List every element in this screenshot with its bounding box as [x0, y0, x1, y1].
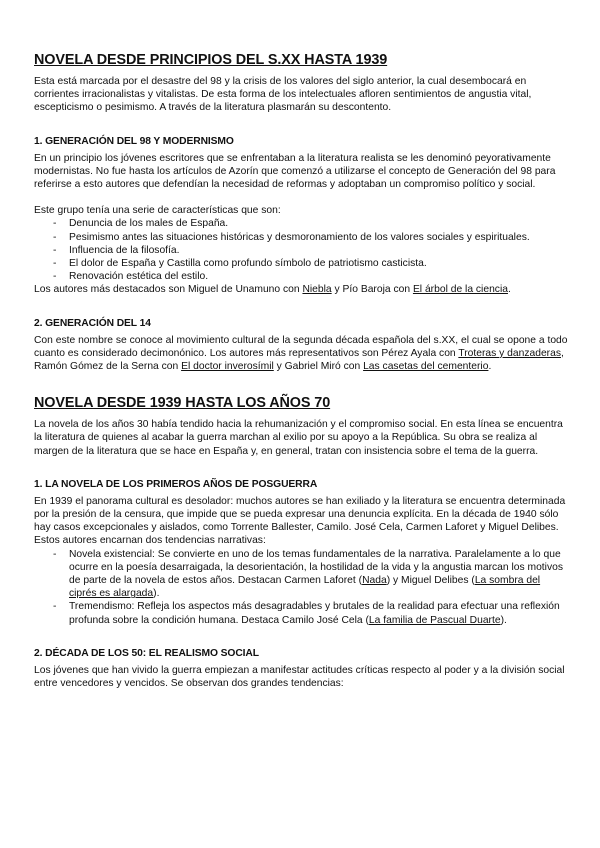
gen98-characteristics-list — [34, 217, 568, 283]
gen98-list-intro: Este grupo tenía una serie de características que son: — [34, 205, 281, 217]
gen14-paragraph: Con este nombre se conoce al movimiento cultural de la segunda década española del s.XX, el cual se opone a todo cuanto es considerado decimonónico. Los autores más representativos son Pérez Ayala con Troteras y danzaderas, Ramón Gómez de la Serna con El doctor inverosímil y Gabriel Miró con Las casetas del cementerio. — [34, 334, 568, 373]
list-item: - Pesimismo antes las situaciones históricas y desmoronamiento de los valores sociales y espirituales. — [34, 231, 568, 244]
work-title: Las casetas del cementerio — [363, 361, 489, 373]
list-item: - Tremendismo: Refleja los aspectos más desagradables y brutales de la realidad para efectuar una reflexión profunda sobre la condición humana. Destaca Camilo José Cela (La familia de Pascual Duarte). — [34, 600, 568, 626]
work-title: La sombra del ciprés es alargada — [69, 575, 541, 600]
gen98-authors: Los autores más destacados son Miguel de Unamuno con Niebla y Pío Baroja con El árbol de la ciencia. — [34, 284, 511, 296]
work-title: La familia de Pascual Duarte — [368, 614, 501, 626]
realismo-paragraph: Los jóvenes que han vivido la guerra empiezan a manifestar actitudes críticas respecto al poder y a la división social entre vencedores y vencidos. Se observan dos grandes tendencias: — [34, 664, 565, 690]
section-intro-2: La novela de los años 30 había tendido hacia la rehumanización y el compromiso social. En esta línea se encuentra la literatura de quienes al acabar la guerra marchan al exilio por su apoyo a la República. Su obra se realiza al margen de la literatura que se hace en España y, en general, tratan con insistencia sobre el tema de la guerra. — [34, 419, 563, 457]
work-title: El doctor inverosímil — [181, 361, 274, 373]
list-item: - El dolor de España y Castilla como profundo símbolo de patriotismo casticista. — [34, 257, 568, 270]
work-title: Troteras y danzaderas — [458, 347, 561, 359]
list-item: - Renovación estética del estilo. — [34, 270, 568, 283]
subsection-heading-gen98: 1. GENERACIÓN DEL 98 Y MODERNISMO — [34, 135, 234, 147]
section-title-1: NOVELA DESDE PRINCIPIOS DEL S.XX HASTA 1939 — [34, 52, 388, 68]
subsection-heading-gen14: 2. GENERACIÓN DEL 14 — [34, 317, 151, 329]
posguerra-paragraph: En 1939 el panorama cultural es desolador: muchos autores se han exiliado y la literatura se encuentra determinada por la presión de la censura, que impide que se pueda expresar una denuncia explícita. En la década de 1940 sólo hay casos excepcionales y aislados, como Torrente Ballester, Camilo. José Cela, Carmen Laforet y Miguel Delibes. Estos autores encarnan dos tendencias narrativas: — [34, 495, 566, 547]
posguerra-tendencies-list — [34, 548, 568, 627]
section-title-2: NOVELA DESDE 1939 HASTA LOS AÑOS 70 — [34, 395, 331, 412]
subsection-heading-posguerra: 1. LA NOVELA DE LOS PRIMEROS AÑOS DE POSGUERRA — [34, 478, 318, 490]
work-title: Nada — [362, 575, 387, 587]
document-page — [34, 52, 568, 690]
gen98-paragraph: En un principio los jóvenes escritores que se enfrentaban a la literatura realista se les denominó peyorativamente modernistas. No fue hasta los artículos de Azorín que comenzó a utilizarse el concepto de Generación del 98 para referirse a esto autores que defendían la necesidad de reformas y adoptaban un compromiso político y social. — [34, 152, 556, 191]
work-title: El árbol de la ciencia — [412, 284, 508, 296]
work-title: Niebla — [302, 284, 332, 296]
list-item: - Novela existencial: Se convierte en uno de los temas fundamentales de la narrativa. Paralelamente a lo que ocurre en la poesía desarraigada, la desorientación, la hostilidad de la vida y la angustia marcan los motivos de parte de la novela de estos años. Destacan Carmen Laforet (Nada) y Miguel Delibes (La sombra del ciprés es alargada). — [34, 548, 568, 601]
list-item: - Influencia de la filosofía. — [34, 244, 568, 257]
section-intro-1: Esta está marcada por el desastre del 98 y la crisis de los valores del siglo anterior, la cual desembocará en corrientes irracionalistas y vitalistas. De esta forma de los intelectuales afloren sentimientos de angustia vital, escepticismo o pesimismo. A través de la literatura plasmarán su descontento. — [34, 76, 532, 114]
subsection-heading-realismo: 2. DÉCADA DE LOS 50: EL REALISMO SOCIAL — [34, 647, 259, 659]
list-item: - Denuncia de los males de España. — [34, 217, 568, 230]
